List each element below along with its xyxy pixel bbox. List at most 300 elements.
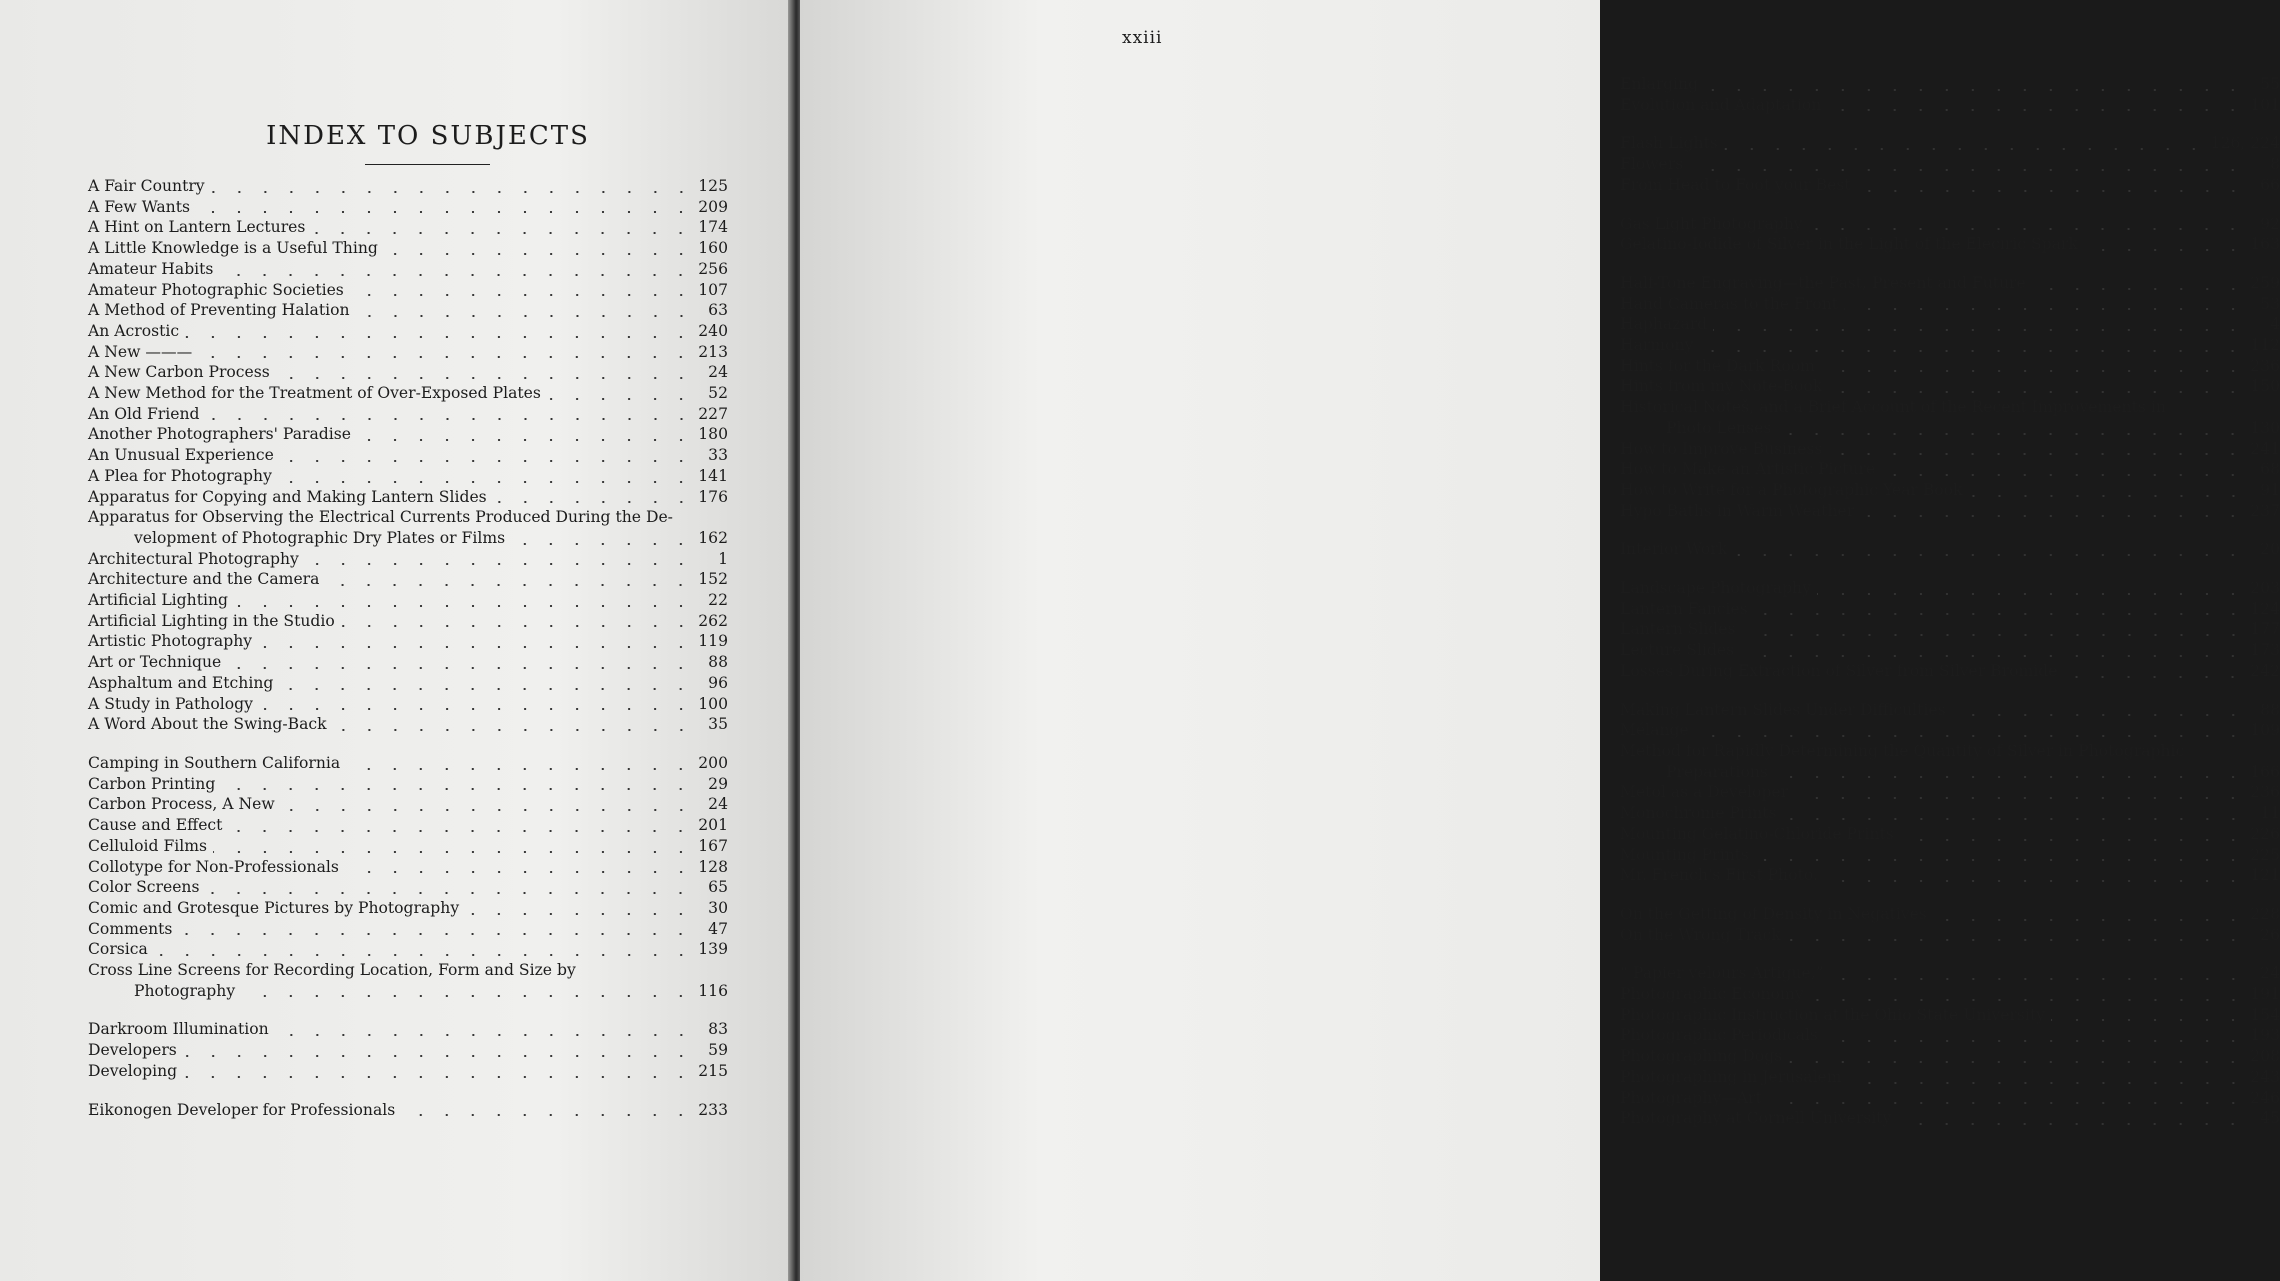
entry-page: 128 [698, 857, 728, 876]
dot-leader [276, 377, 694, 379]
dot-leader [213, 851, 694, 853]
entry-title: A Little Knowledge is a Useful Thing [88, 239, 378, 258]
entry-title: An Unusual Experience [88, 446, 274, 465]
index-entry [1620, 661, 2280, 682]
dot-leader [325, 584, 694, 586]
entry-page: 152 [698, 570, 728, 589]
dot-leader [1828, 453, 2246, 455]
group-gap [1620, 682, 2280, 700]
dot-leader [206, 418, 695, 420]
entry-page: 237 [2250, 501, 2280, 520]
index-entry [1620, 803, 2280, 824]
index-entry [88, 774, 728, 795]
index-entry [1620, 314, 2280, 335]
entry-page: 125 [698, 177, 728, 195]
dot-leader [1810, 999, 2246, 1001]
entry-title-continued: Photography [134, 981, 236, 1000]
dot-leader [1713, 329, 2246, 331]
entry-title: Artificial Lighting [88, 591, 228, 610]
index-entry [1620, 356, 2280, 377]
group-gap [1620, 196, 2280, 214]
index-entry [88, 694, 728, 715]
entry-title: A New ——— [88, 342, 193, 361]
entry-page: 126, 224 [2210, 134, 2280, 153]
entry-title: Camping in Southern California [88, 753, 341, 772]
index-entry [1620, 74, 2280, 95]
dot-leader [185, 336, 694, 338]
index-entry [1620, 984, 2280, 1005]
dot-leader [183, 1055, 694, 1057]
entry-title: Hand Cameras to the Front [1620, 294, 1838, 313]
dot-leader [1754, 613, 2246, 615]
dot-leader [1900, 839, 2246, 841]
entry-title: Enlarging [1620, 75, 1699, 93]
entry-title: Mounting Gelatino-Chloride Prints [1620, 824, 1894, 843]
group-gap [1620, 521, 2280, 539]
index-entry [1620, 619, 2280, 640]
dot-leader [2051, 1019, 2246, 1021]
entry-title: Photographic Instruction at the Ohio State University [1620, 1005, 2045, 1024]
entry-title: A Word About the Swing-Back [88, 715, 327, 734]
entry-page: 242 [2250, 661, 2280, 680]
dot-leader [1844, 308, 2246, 310]
entry-page: 208 [2250, 1047, 2280, 1066]
entry-page: 191 [2250, 985, 2280, 1004]
dot-leader [1777, 433, 2246, 435]
entry-page: 63 [708, 301, 728, 320]
entry-title: Gelatino-Iodide of Silver in the Light of the Elecıric Spark [1620, 235, 2078, 254]
index-entry [88, 300, 728, 321]
group-gap [1620, 255, 2280, 273]
index-entry [1620, 904, 2280, 925]
page-number: xxiii [1122, 28, 1163, 48]
entry-title: Developers [88, 1041, 177, 1060]
entry-page: 240 [698, 321, 728, 340]
dot-leader [234, 605, 694, 607]
entry-title: Monochrome Prints [1620, 804, 1777, 823]
index-entry [88, 1019, 728, 1040]
dot-leader [1857, 190, 2246, 192]
dot-leader [2032, 288, 2246, 290]
dot-leader [1897, 1123, 2246, 1125]
index-entry [88, 714, 728, 735]
index-entry [1620, 133, 2280, 154]
entry-page: 96 [708, 673, 728, 692]
dot-leader [345, 871, 694, 873]
entry-page: 24 [708, 795, 728, 814]
index-entry [88, 753, 728, 774]
entry-title: Harmony [1620, 336, 1694, 355]
entry-page: 35 [708, 715, 728, 734]
entry-title: Cross Line Screens for Recording Location, Form and Size by [88, 961, 576, 980]
entry-page: 236 [2250, 783, 2280, 802]
entry-page: 45 [2260, 1109, 2280, 1128]
dot-leader [1695, 735, 2246, 737]
entry-page: 121 [2250, 866, 2280, 885]
title-rule [365, 164, 490, 165]
dot-leader [258, 646, 694, 648]
entry-page: 160 [698, 239, 728, 258]
entry-page: 11 [2260, 804, 2280, 823]
index-entry [1620, 95, 2280, 116]
entry-page: 119 [698, 632, 728, 651]
entry-page: 4 [2270, 315, 2280, 334]
index-entry [1620, 824, 2280, 845]
dot-leader [1824, 880, 2246, 882]
entry-page: 29 [708, 774, 728, 793]
entry-page: 92 [2260, 214, 2280, 233]
entry-title: Apparatus for Observing the Electrical Currents Produced During the De- [88, 508, 673, 527]
entry-page: 33 [708, 446, 728, 465]
dot-leader [547, 398, 694, 400]
entry-title: Photographing in Jerusalem [1620, 1067, 1842, 1086]
index-entry [1620, 741, 2280, 782]
entry-title: Lantern Slides [1620, 620, 1736, 639]
entry-page: 52 [708, 384, 728, 403]
entry-page: 225 [2250, 845, 2280, 864]
index-entry [1620, 376, 2280, 397]
entry-page: 55 [2260, 75, 2280, 93]
entry-title: Flowers [1620, 155, 1684, 174]
entry-page: 130 [2250, 418, 2280, 437]
dot-leader [1821, 370, 2246, 372]
group-gap [1620, 560, 2280, 578]
index-entry [1620, 599, 2280, 620]
index-entry [88, 217, 728, 238]
index-entry [88, 280, 728, 301]
entry-title: A New Carbon Process [88, 363, 270, 382]
right-page [800, 0, 2280, 1281]
entry-title: Haphazard [1620, 315, 1708, 334]
entry-page: 68 [2260, 460, 2280, 479]
dot-leader [196, 211, 694, 213]
entry-page: 107 [698, 280, 728, 299]
dot-leader [178, 933, 694, 935]
index-entry [88, 549, 728, 570]
entry-page: 236 [2250, 356, 2280, 375]
dot-leader [1817, 593, 2246, 595]
entry-title: Photographic Economy [1620, 985, 1804, 1004]
index-entry [1620, 578, 2280, 599]
index-entry [88, 1061, 728, 1082]
dot-leader [241, 995, 694, 997]
dot-leader [511, 543, 694, 545]
index-entry [1620, 1088, 2280, 1109]
index-entry [1620, 1005, 2280, 1026]
dot-leader [183, 1076, 694, 1078]
entry-page: 177 [2250, 620, 2280, 639]
index-entry [88, 611, 728, 632]
dot-leader [350, 294, 694, 296]
dot-leader [1742, 634, 2246, 636]
index-entry [88, 836, 728, 857]
group-gap [88, 735, 728, 753]
entry-title: Lecture Slides [1620, 641, 1735, 660]
index-entry [1620, 175, 2280, 196]
entry-page: 66 [2260, 175, 2280, 194]
index-entry [1620, 640, 2280, 661]
entry-page: 243 [2250, 1067, 2280, 1086]
index-entry [1620, 1067, 2280, 1088]
index-entry [88, 815, 728, 836]
entry-page: 201 [698, 816, 728, 835]
entry-title: Photography at Cornell University [1620, 1109, 1892, 1128]
index-entry [1620, 720, 2280, 741]
entry-page: 112 [2250, 336, 2280, 355]
entry-page: 26 [2260, 925, 2280, 944]
dot-leader [1827, 109, 2246, 111]
entry-title: How to Write for a Photographic Year Book [1620, 480, 1963, 499]
dot-leader [227, 667, 694, 669]
entry-title: Darkroom Illumination [88, 1020, 269, 1039]
dot-leader [311, 232, 694, 234]
dot-leader [211, 191, 694, 193]
entry-page: 262 [698, 611, 728, 630]
entry-title: Collotype for Non-Professionals [88, 857, 339, 876]
index-entry [1620, 700, 2280, 721]
dot-leader [278, 481, 694, 483]
index-entry [88, 939, 728, 960]
entry-title: A Method of Preventing Halation [88, 301, 350, 320]
group-gap [1620, 945, 2280, 963]
entry-title: “ Papier velours Artigue,” [1620, 964, 1824, 983]
entry-page: 116 [698, 981, 728, 1000]
index-entry [88, 321, 728, 342]
entry-title: Developing [88, 1061, 178, 1080]
dot-leader [1848, 1082, 2246, 1084]
entry-page: 163 [2250, 235, 2280, 254]
entry-page: 167 [698, 836, 728, 855]
dot-leader [205, 892, 694, 894]
entry-title: Another Photographers' Paradise [88, 425, 351, 444]
dot-leader [1699, 350, 2246, 352]
entry-page: 22 [708, 591, 728, 610]
entry-page: 259 [2250, 273, 2280, 292]
dot-leader [346, 768, 694, 770]
dot-leader [1808, 228, 2246, 230]
entry-title: Eikonogen Developer for Professionals [88, 1100, 396, 1119]
dot-leader [259, 708, 694, 710]
index-entry [88, 507, 728, 548]
index-entry [1620, 273, 2280, 294]
dot-leader [219, 274, 694, 276]
index-entry [88, 466, 728, 487]
entry-page: 47 [708, 919, 728, 938]
entry-title: Half-Tone Engraving—the Past, Present and Future [1620, 273, 2026, 292]
index-entry [88, 794, 728, 815]
entry-title: How to Improve Business [1620, 439, 1823, 458]
entry-page: 109 [2250, 721, 2280, 740]
dot-leader [221, 788, 694, 790]
entry-title: Hints for the Dark Room [1620, 356, 1815, 375]
entry-title: Carbon Printing [88, 774, 216, 793]
entry-page: 203 [2250, 579, 2280, 598]
entry-title: Flash Lights [1620, 134, 1718, 153]
entry-page: 176 [698, 487, 728, 506]
entry-page: 1 [718, 549, 728, 568]
index-entry [1620, 154, 2280, 175]
entry-title: Hints from my Note-Book [1620, 377, 1823, 396]
entry-page: 241 [2250, 439, 2280, 458]
entry-title: Gas Light Photography [1620, 214, 1803, 233]
entry-title: On the Wrong Track [1620, 925, 1781, 944]
entry-title: Artificial Lighting in the Studio [88, 611, 335, 630]
dot-leader [1783, 818, 2246, 820]
index-entry [88, 1040, 728, 1061]
entry-page: 65 [708, 878, 728, 897]
entry-page: 213 [698, 342, 728, 361]
entry-page: 174 [698, 218, 728, 237]
entry-page: 193 [2250, 1026, 2280, 1045]
entry-title: Celluloid Films [88, 836, 208, 855]
dot-leader [1740, 655, 2246, 657]
dot-leader [1787, 939, 2246, 941]
entry-page: 53 [2260, 294, 2280, 313]
dot-leader [357, 439, 694, 441]
group-gap [1620, 115, 2280, 133]
entry-title: Architecture and the Camera [88, 570, 320, 589]
dot-leader [1788, 1061, 2246, 1063]
index-entry [88, 362, 728, 383]
left-index-list [88, 176, 728, 1120]
dot-leader [1794, 797, 2246, 799]
index-entry [88, 652, 728, 673]
index-entry [88, 342, 728, 363]
entry-title: Art or Technique [88, 653, 222, 672]
entry-page: 24 [2260, 964, 2280, 983]
index-entry [1620, 1108, 2280, 1129]
left-page [0, 0, 793, 1281]
entry-title: Hypo Baths in Warm Weather [1620, 501, 1855, 520]
index-entry [1620, 335, 2280, 356]
index-entry [1620, 234, 2280, 255]
index-entry [88, 877, 728, 898]
index-entry [88, 673, 728, 694]
dot-leader [1933, 919, 2246, 921]
dot-leader [1952, 714, 2246, 716]
dot-leader [1860, 515, 2246, 517]
dot-leader [333, 729, 694, 731]
group-gap [1620, 886, 2280, 904]
entry-title-continued: velopment of Photographic Dry Plates or Films [134, 528, 506, 547]
entry-page: 256 [698, 259, 728, 278]
index-entry [1620, 501, 2280, 522]
index-entry [88, 487, 728, 508]
index-entry [1620, 782, 2280, 803]
entry-title: Corsica [88, 940, 148, 959]
dot-leader [1768, 1102, 2246, 1104]
dot-leader [279, 688, 694, 690]
entry-title: An Old Friend [88, 404, 200, 423]
index-entry [1620, 845, 2280, 866]
group-gap [88, 1001, 728, 1019]
entry-title: Evolution and Adaptation [1620, 95, 1822, 114]
entry-page: 30 [708, 898, 728, 917]
index-entry [1620, 539, 2280, 560]
entry-title: Apparatus for Copying and Making Lantern Slides [88, 487, 487, 506]
dot-leader [493, 501, 694, 503]
entry-page: 8 [2270, 155, 2280, 174]
entry-title: Artistic Photography [88, 632, 253, 651]
index-entry [88, 631, 728, 652]
entry-page: 150 [2250, 377, 2280, 396]
dot-leader [384, 253, 694, 255]
entry-title: Losses During Extraction of Silver from Silver Bromide [1620, 661, 2058, 680]
entry-page: 124 [2250, 599, 2280, 618]
dot-leader [1881, 474, 2246, 476]
dot-leader [1774, 776, 2246, 778]
index-entry [1620, 439, 2280, 460]
dot-leader [1733, 554, 2246, 556]
index-entry [88, 445, 728, 466]
index-entry [1620, 963, 2280, 984]
entry-title: Mr. French's First Photo. [1620, 866, 1818, 885]
entry-title: Amateur Photographic Societies [88, 280, 344, 299]
dot-leader [1830, 978, 2246, 980]
entry-page: 91 [2260, 480, 2280, 499]
entry-page: 88 [708, 653, 728, 672]
entry-title: An Acrostic [88, 321, 180, 340]
entry-title-continued: Preparations [1666, 762, 1768, 781]
entry-page: 215 [698, 1061, 728, 1080]
entry-title: A Study in Pathology [88, 694, 253, 713]
dot-leader [1969, 495, 2246, 497]
entry-title: Photographic Periodicals [1620, 1026, 1818, 1045]
entry-page: 154 [2250, 1005, 2280, 1024]
entry-page: 20 [2260, 540, 2280, 559]
entry-title: From Head to Foot your Best [1620, 175, 1851, 194]
entry-page: 24 [708, 363, 728, 382]
dot-leader [198, 356, 694, 358]
entry-title: Historical Noteš, and a Brief Account of the Recent Improvements in [1620, 398, 2166, 417]
entry-title: Metol as a Developer [1620, 783, 1789, 802]
entry-page: 139 [698, 940, 728, 959]
page-title: INDEX TO SUBJECTS [266, 121, 590, 152]
dot-leader [1755, 859, 2246, 861]
entry-title: Comic and Grotesque Pictures by Photography [88, 898, 460, 917]
dot-leader [305, 563, 694, 565]
entry-title: A Hint on Lantern Lectures [88, 218, 306, 237]
entry-title: Color Screens [88, 878, 200, 897]
dot-leader [401, 1114, 694, 1116]
index-entry [88, 590, 728, 611]
index-entry [1620, 1025, 2280, 1046]
index-entry [88, 197, 728, 218]
dot-leader [280, 460, 694, 462]
entry-title: Cause and Effect [88, 816, 223, 835]
entry-page: 101 [2250, 95, 2280, 114]
index-entry [88, 383, 728, 404]
entry-title: Mounting Prints [1620, 845, 1749, 864]
entry-page: 100 [698, 694, 728, 713]
entry-page: 226 [2250, 824, 2280, 843]
entry-title: Architectural Photography [88, 549, 299, 568]
index-entry [88, 919, 728, 940]
index-entry [88, 238, 728, 259]
right-index-list [1620, 74, 2280, 1129]
entry-page: 209 [698, 197, 728, 216]
index-entry [1620, 865, 2280, 886]
entry-title: A New Method for the Treatment of Over-Exposed Plates [88, 384, 541, 403]
index-entry [88, 424, 728, 445]
dot-leader [281, 809, 694, 811]
index-entry [88, 1100, 728, 1121]
dot-leader [465, 913, 694, 915]
dot-leader [1704, 89, 2246, 91]
entry-page: 141 [698, 466, 728, 485]
dot-leader [228, 830, 694, 832]
entry-title: How to Make an Artistic Picture [1620, 460, 1876, 479]
